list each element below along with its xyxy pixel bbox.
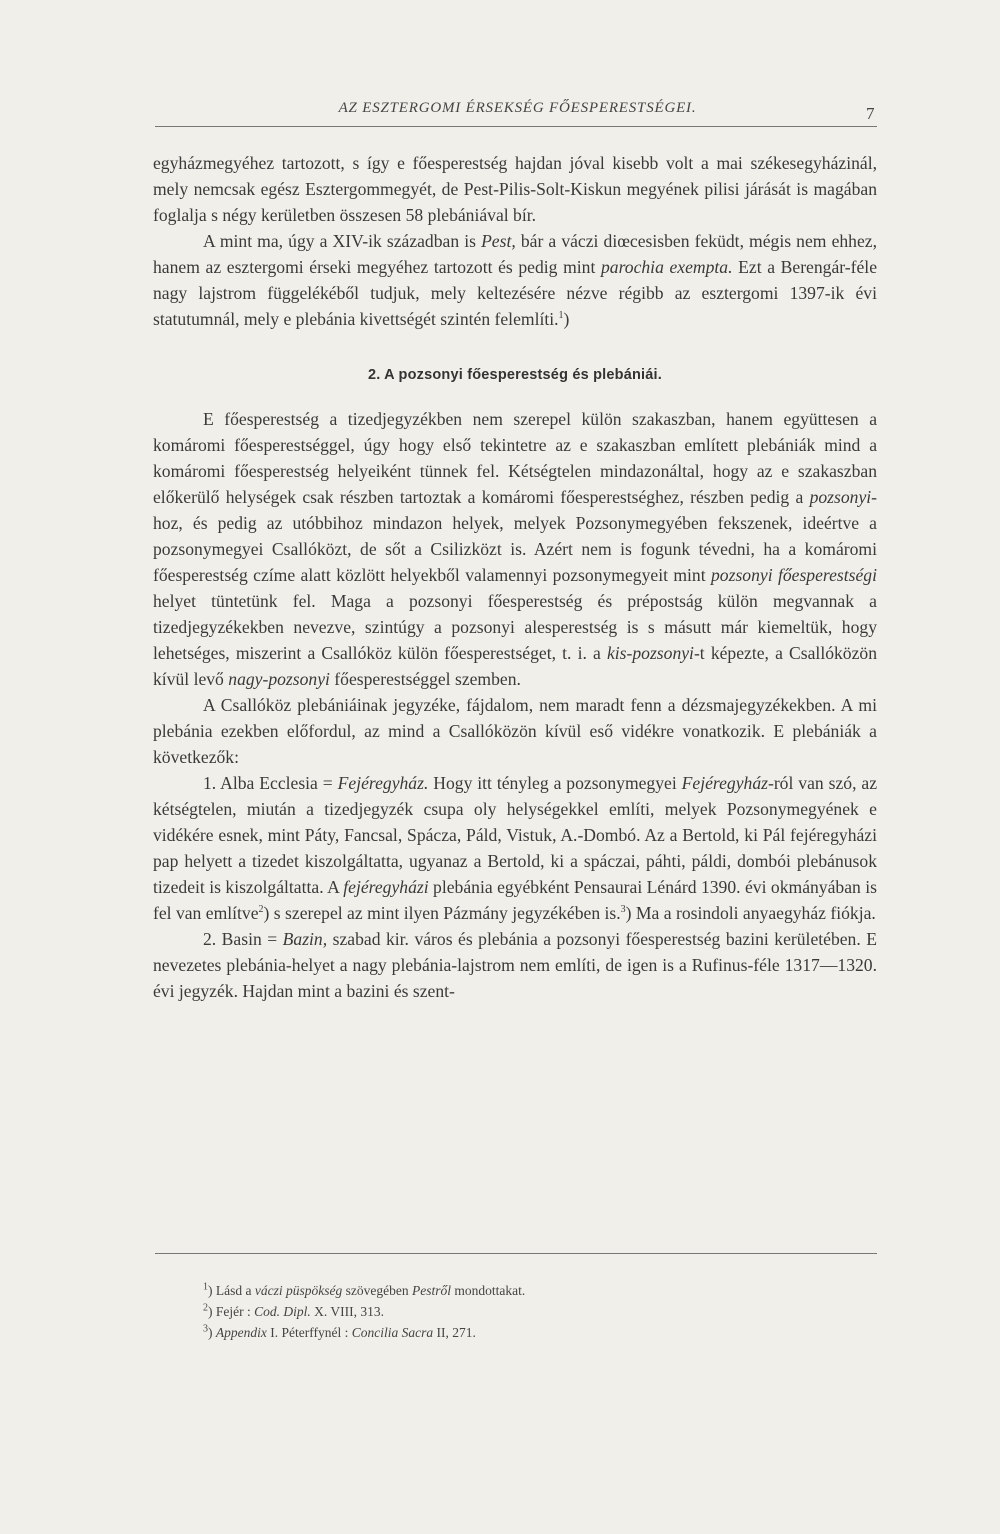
italic-run: Appendix: [215, 1325, 267, 1340]
text-run: ) Lásd a: [208, 1283, 255, 1298]
text-run: -t képezte, a Csallóközön kívül levő: [153, 643, 877, 689]
text-run: 2. Basin =: [203, 929, 283, 949]
italic-run: nagy-pozsonyi: [228, 669, 330, 689]
text-run: szövegében: [342, 1283, 412, 1298]
italic-run: Bazin,: [282, 929, 328, 949]
text-run: X. VIII, 313.: [310, 1304, 385, 1319]
text-run: bár a váczi diœcesisben feküdt, mégis nem ehhez, hanem az esztergomi érseki megyéhez tartozott és pedig mint: [153, 231, 877, 277]
text-run: mondottakat.: [450, 1283, 526, 1298]
text-run: ) Ma a rosindoli anyaegyház fiókja.: [625, 903, 876, 923]
italic-run: Fejéregyház: [681, 773, 768, 793]
text-run: 1. Alba Ecclesia =: [203, 773, 338, 793]
footnote-ref-2[interactable]: 2: [258, 904, 264, 916]
text-run: II, 271.: [433, 1325, 476, 1340]
text-run: főesperestséggel szemben.: [329, 669, 521, 689]
section-title: 2. A pozsonyi főesperestség és plebániái.: [368, 367, 662, 383]
text-run: helyet tüntetünk fel. Maga a pozsonyi főesperestség és prépostság külön megvannak a tizedjegyzékekben nevezve, szintúgy a pozsonyi alesperestség is s másutt már kiemeltük, hogy lehetséges, miszerint a Csallóköz külön főesperestséget, t. i. a: [153, 591, 877, 663]
text-run: -hoz, és pedig az utóbbihoz mindazon helyek, melyek Pozsonymegyében fekszenek, ideértve a pozsonymegyei Csallóközt, de sőt a Csilizközt is. Azért nem is fogunk tévedni, ha a komáromi főesperestség czíme alatt közlött helyekből valamennyi pozsonymegyeit mint: [153, 487, 877, 585]
paragraph-3: [153, 406, 877, 692]
italic-run: parochia exempta.: [600, 257, 733, 277]
text-run: plebánia egyébként Pensaurai Lénárd 1390. évi okmányában is fel van említve: [153, 877, 877, 923]
text-run: ) s szerepel az mint ilyen Pázmány jegyzékében is.: [263, 903, 621, 923]
paragraph-2: [153, 228, 877, 332]
body-text: [153, 150, 877, 1004]
text-run: szabad kir. város és plebánia a pozsonyi főesperestség bazini kerületében. E nevezetes plebánia-helyet a nagy plebánia-lajstrom nem említi, de igen is a Rufinus-féle 1317—1320. évi jegyzék. Hajdan mint a bazini és szent-: [153, 929, 877, 1001]
italic-run: pozsonyi főesperestségi: [711, 565, 877, 585]
italic-run: Concilia Sacra: [351, 1325, 434, 1340]
footnote-rule: [155, 1253, 877, 1254]
text-run: E főesperestség a tizedjegyzékben nem szerepel külön szakaszban, hanem együttesen a komáromi főesperestséggel, úgy hogy első tekintetre az e szakaszban említett plebániák mind a komáromi főesperestség helyeiként tünnek fel. Kétségtelen mindazonáltal, hogy az e szakaszban előkerülő helységek csak részben tartoztak a komáromi főesperestséghez, részben pedig a: [153, 409, 877, 507]
paragraph-4: A Csallóköz plebániáinak jegyzéke, fájdalom, nem maradt fenn a dézsmajegyzékekben. A mi plebánia ezekben előfordul, az mind a Csallóközön kívül eső vidékre vonatkozik. E plebániák a következők:: [153, 695, 877, 767]
text-run: ): [208, 1325, 216, 1340]
page-number: 7: [866, 104, 875, 123]
footnote-ref-1[interactable]: 1: [558, 310, 564, 322]
text-run: ): [563, 309, 570, 329]
footnote-mark: 2: [203, 1302, 208, 1314]
text-run: Hogy itt tényleg a pozsonymegyei: [428, 773, 682, 793]
paragraph-6: [153, 926, 877, 1004]
italic-run: fejéregyházi: [343, 877, 429, 897]
footnotes: [203, 1280, 843, 1343]
text-run: Ezt a Berengár-féle nagy lajstrom függelékéből tudjuk, mely keltezésére nézve régibb az esztergomi 1397-ik évi statutumnál, mely e plebánia kivettségét szintén felemlíti.: [153, 257, 877, 329]
paragraph-5: [153, 770, 877, 926]
italic-run: kis-pozsonyi: [606, 643, 694, 663]
footnote-ref-3[interactable]: 3: [620, 904, 626, 916]
footnote-3: [203, 1322, 843, 1343]
italic-run: Pestről: [411, 1283, 451, 1298]
paragraph-1: egyházmegyéhez tartozott, s így e főesperestség hajdan jóval kisebb volt a mai székesegyházinál, mely nemcsak egész Esztergommegyét, de Pest-Pilis-Solt-Kiskun megyének pilisi járását is magában foglalja s négy kerületben összesen 58 plebániával bír.: [153, 153, 877, 225]
text-run: -ról van szó, az kétségtelen, miután a tizedjegyzék csupa oly helységekkel említi, melyek Pozsonymegyének e vidékére esnek, mint Páty, Fancsal, Spácza, Páld, Vistuk, A.-Dombó. Az a Bertold, ki Pál fejéregyházi pap helyett a tizedet kiszolgáltatta, ugyanaz a Bertold, ki a spáczai, páhti, páldi, dombói plebánusok tizedeit is kiszolgáltatta. A: [153, 773, 878, 897]
header-rule: [155, 126, 877, 127]
italic-run: Pest,: [481, 231, 516, 251]
text-run: A mint ma, úgy a XIV-ik században is: [203, 231, 482, 251]
italic-run: Cod. Dipl.: [254, 1304, 311, 1319]
italic-run: pozsonyi: [809, 487, 872, 507]
footnote-mark: 3: [203, 1323, 208, 1335]
footnote-2: [203, 1301, 843, 1322]
italic-run: Fejéregyház.: [337, 773, 429, 793]
italic-run: váczi püspökség: [254, 1283, 343, 1298]
footnote-mark: 1: [203, 1281, 208, 1293]
text-run: I. Péterffynél :: [266, 1325, 352, 1340]
footnote-1: [203, 1280, 843, 1301]
running-head: AZ ESZTERGOMI ÉRSEKSÉG FŐESPERESTSÉGEI.: [338, 100, 697, 116]
text-run: ) Fejér :: [208, 1304, 255, 1319]
